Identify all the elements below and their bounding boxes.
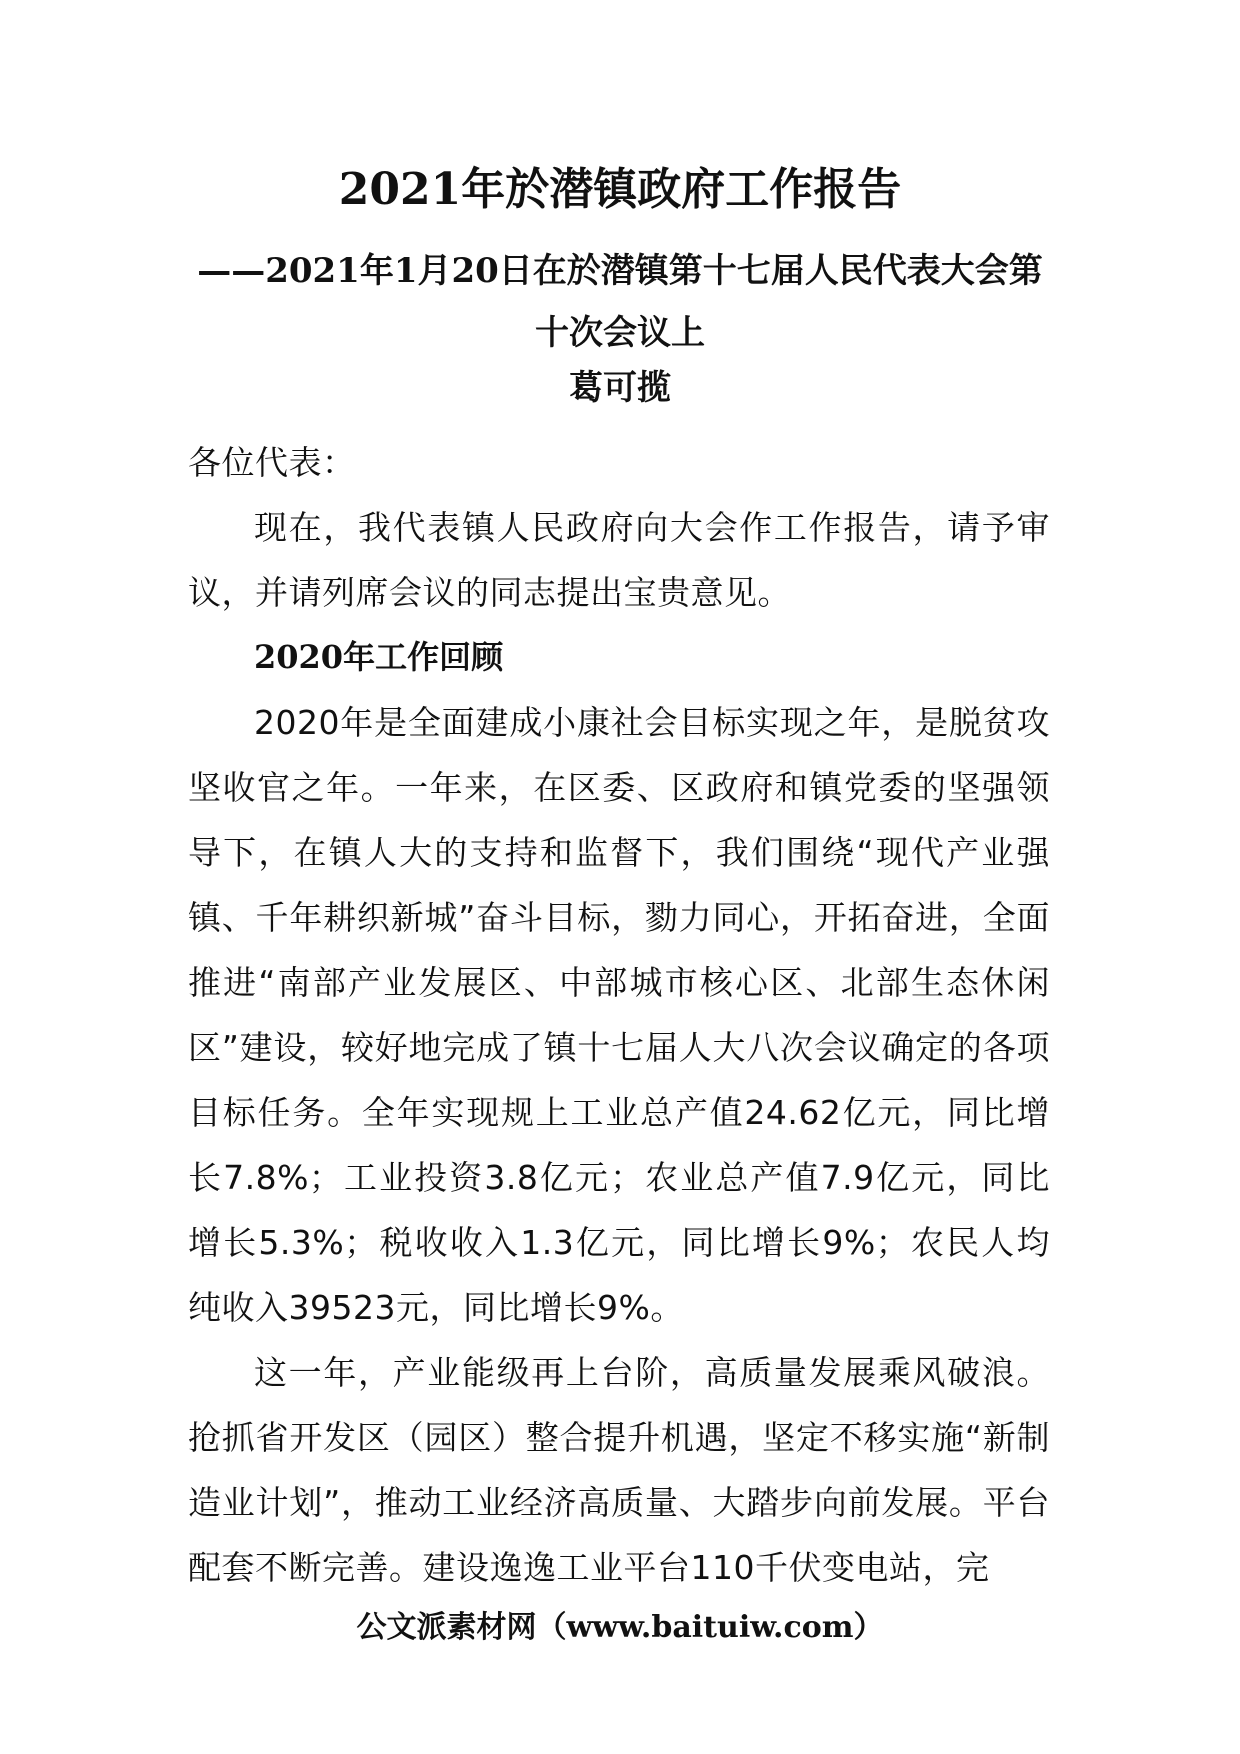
paragraph-intro: 现在，我代表镇人民政府向大会作工作报告，请予审议，并请列席会议的同志提出宝贵意见。	[188, 508, 1050, 612]
paragraph-review: 2020年是全面建成小康社会目标实现之年，是脱贫攻坚收官之年。一年来，在区委、区政府和镇党委的坚强领导下，在镇人大的支持和监督下，我们围绕“现代产业强镇、千年耕织新城”奋斗目标，勠力同心，开拓奋进，全面推进“南部产业发展区、中部城市核心区、北部生态休闲区”建设，较好地完成了镇十七届人大八次会议确定的各项目标任务。全年实现规上工业总产值24.62亿元，同比增长7.8%；工业投资3.8亿元；农业总产值7.9亿元，同比增长5.3%；税收收入1.3亿元，同比增长9%；农民人均纯收入39523元，同比增长9%。	[188, 703, 1050, 1327]
section-heading: 2020年工作回顾	[254, 638, 504, 676]
paragraph-industry: 这一年，产业能级再上台阶，高质量发展乘风破浪。抢抓省开发区（园区）整合提升机遇，坚定不移实施“新制造业计划”，推动工业经济高质量、大踏步向前发展。平台配套不断完善。建设逸逸工业平台110千伏变电站，完	[188, 1353, 1050, 1587]
document-subtitle: ——2021年1月20日在於潜镇第十七届人民代表大会第十次会议上	[197, 251, 1043, 353]
salutation: 各位代表：	[188, 443, 356, 482]
document-title: 2021年於潜镇政府工作报告	[338, 164, 902, 215]
footer-watermark: 公文派素材网（www.baituiw.com）	[356, 1610, 884, 1645]
document-author: 葛可揽	[569, 368, 671, 408]
